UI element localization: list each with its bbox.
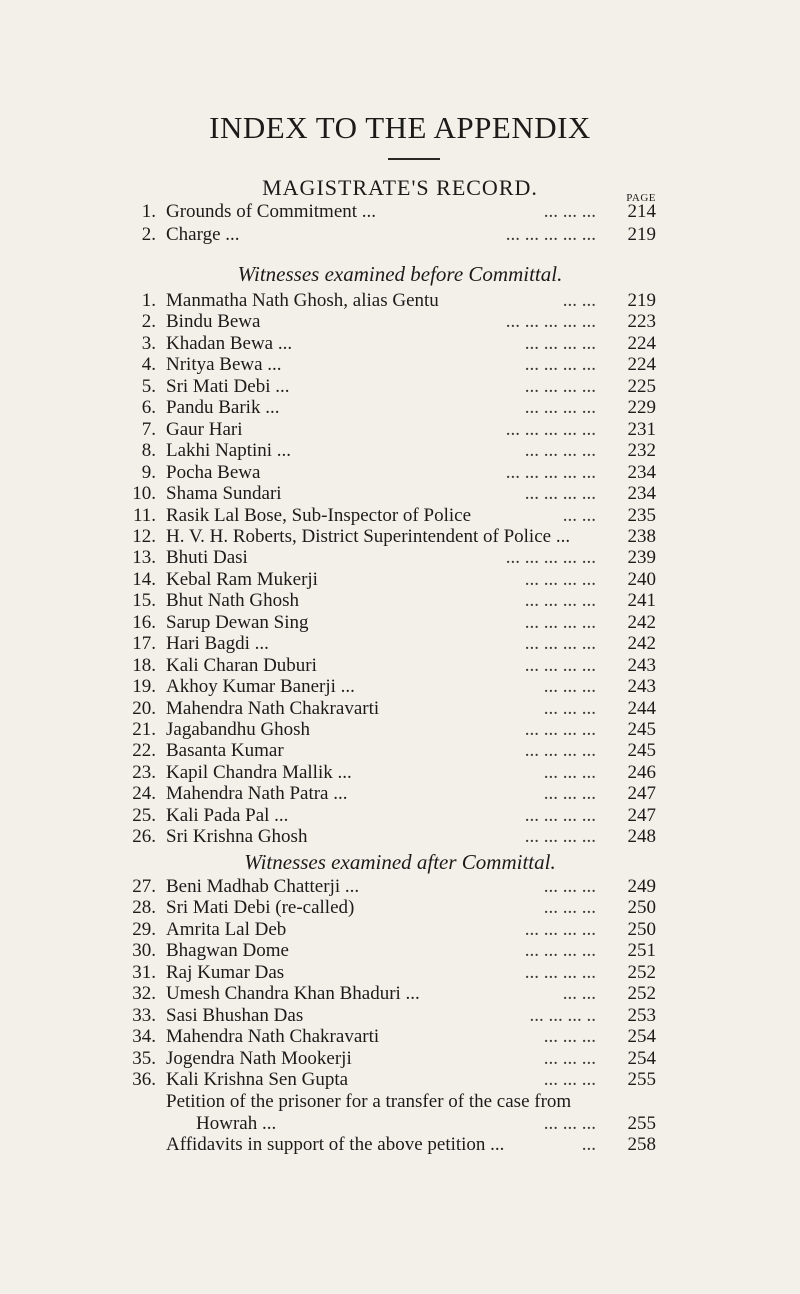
entry-name: Sarup Dewan Sing bbox=[166, 611, 309, 633]
entry-name: Kebal Ram Mukerji bbox=[166, 568, 318, 590]
index-entry bbox=[0, 483, 800, 505]
entry-leader-dots: ... ... ... ... bbox=[524, 611, 596, 633]
index-entry bbox=[0, 940, 800, 962]
entry-leader-dots: ... ... ... bbox=[543, 876, 596, 897]
affidavits-page: 258 bbox=[627, 1134, 656, 1155]
entry-leader-dots: ... ... bbox=[562, 504, 596, 526]
entry-number: 36. bbox=[132, 1069, 156, 1091]
entry-number: 11. bbox=[132, 504, 156, 526]
entry-name: Charge ... bbox=[166, 224, 240, 245]
affidavits-entry bbox=[0, 1134, 800, 1156]
entry-name: Manmatha Nath Ghosh, alias Gentu bbox=[166, 290, 439, 311]
entry-page: 219 bbox=[627, 224, 656, 245]
entry-number: 31. bbox=[132, 961, 156, 983]
entry-name: Mahendra Nath Patra ... bbox=[166, 783, 348, 805]
entry-number: 19. bbox=[132, 676, 156, 698]
entry-name: Basanta Kumar bbox=[166, 740, 284, 762]
entry-page: 231 bbox=[627, 418, 656, 440]
entry-page: 250 bbox=[627, 918, 656, 940]
entry-name: Mahendra Nath Chakravarti bbox=[166, 1026, 380, 1048]
index-entry bbox=[0, 676, 800, 698]
index-entry bbox=[0, 919, 800, 941]
entry-page: 250 bbox=[627, 897, 656, 919]
index-entry bbox=[0, 719, 800, 741]
entry-leader-dots: ... ... ... ... bbox=[524, 740, 596, 762]
index-entry bbox=[0, 440, 800, 462]
index-entry bbox=[0, 354, 800, 376]
entry-number: 34. bbox=[132, 1026, 156, 1048]
entry-number: 1. bbox=[141, 290, 156, 311]
entry-name: Kali Krishna Sen Gupta bbox=[166, 1069, 349, 1091]
entry-name: Jogendra Nath Mookerji bbox=[166, 1047, 352, 1069]
index-entry bbox=[0, 201, 800, 223]
index-entry bbox=[0, 224, 800, 246]
entry-leader-dots: ... ... ... ... bbox=[524, 332, 596, 354]
entry-name: Nritya Bewa ... bbox=[166, 354, 282, 376]
entry-leader-dots: ... ... ... ... bbox=[524, 354, 596, 376]
index-entry bbox=[0, 290, 800, 312]
entry-name: Khadan Bewa ... bbox=[166, 332, 293, 354]
entry-name: H. V. H. Roberts, District Superintendent of Police ... bbox=[166, 525, 571, 547]
entry-page: 225 bbox=[627, 375, 656, 397]
petition-entry-continued bbox=[0, 1113, 800, 1135]
index-entry bbox=[0, 962, 800, 984]
entry-name: Kapil Chandra Mallik ... bbox=[166, 761, 352, 783]
entry-page: 224 bbox=[627, 332, 656, 354]
entry-page: 251 bbox=[627, 940, 656, 962]
index-entry bbox=[0, 311, 800, 333]
entry-leader-dots: ... ... ... bbox=[543, 897, 596, 919]
index-entry bbox=[0, 740, 800, 762]
entry-number: 18. bbox=[132, 654, 156, 676]
entry-leader-dots: ... ... ... ... bbox=[524, 918, 596, 940]
entry-number: 12. bbox=[132, 525, 156, 547]
entry-name: Kali Pada Pal ... bbox=[166, 804, 289, 826]
entry-leader-dots: ... ... ... bbox=[543, 697, 596, 719]
entry-number: 27. bbox=[132, 876, 156, 897]
entry-leader-dots: ... ... ... ... bbox=[524, 397, 596, 419]
entry-leader-dots: ... ... ... ... bbox=[524, 590, 596, 612]
entry-name: Grounds of Commitment ... bbox=[166, 201, 377, 222]
entry-page: 245 bbox=[627, 719, 656, 740]
entry-page: 249 bbox=[627, 876, 656, 897]
section-heading: MAGISTRATE'S RECORD. bbox=[262, 175, 538, 200]
entry-page: 219 bbox=[627, 290, 656, 311]
entry-name: Sasi Bhushan Das bbox=[166, 1004, 304, 1026]
entry-name: Bindu Bewa bbox=[166, 311, 261, 333]
entry-number: 26. bbox=[132, 826, 156, 848]
entry-page: 241 bbox=[627, 590, 656, 612]
index-entry bbox=[0, 547, 800, 569]
entry-number: 2. bbox=[141, 311, 156, 333]
index-entry bbox=[0, 1005, 800, 1027]
entry-leader-dots: ... ... ... .. bbox=[529, 1004, 596, 1026]
entry-number: 16. bbox=[132, 611, 156, 633]
entry-name: Rasik Lal Bose, Sub-Inspector of Police bbox=[166, 504, 472, 526]
entry-name: Lakhi Naptini ... bbox=[166, 440, 292, 462]
entry-number: 21. bbox=[132, 719, 156, 740]
entry-number: 33. bbox=[132, 1004, 156, 1026]
index-entry bbox=[0, 376, 800, 398]
entry-leader-dots: ... ... ... ... bbox=[524, 826, 596, 848]
entry-name: Beni Madhab Chatterji ... bbox=[166, 876, 360, 897]
entry-number: 1. bbox=[141, 201, 156, 222]
entry-number: 3. bbox=[141, 332, 156, 354]
entry-page: 244 bbox=[627, 697, 656, 719]
entry-name: Pocha Bewa bbox=[166, 461, 261, 483]
entry-leader-dots: ... ... ... bbox=[543, 1026, 596, 1048]
entry-leader-dots: ... ... ... ... bbox=[524, 961, 596, 983]
index-entry bbox=[0, 762, 800, 784]
entry-number: 9. bbox=[141, 461, 156, 483]
entry-number: 22. bbox=[132, 740, 156, 762]
entry-leader-dots: ... ... ... ... bbox=[524, 654, 596, 676]
entry-leader-dots: ... ... bbox=[562, 290, 596, 311]
entry-leader-dots: ... ... ... bbox=[543, 1047, 596, 1069]
entry-number: 5. bbox=[141, 375, 156, 397]
entry-number: 14. bbox=[132, 568, 156, 590]
index-entry bbox=[0, 612, 800, 634]
entry-leader-dots: ... ... ... bbox=[543, 201, 596, 222]
index-entry bbox=[0, 333, 800, 355]
entry-leader-dots: ... ... ... ... ... bbox=[505, 547, 596, 569]
entry-page: 248 bbox=[627, 826, 656, 848]
entry-page: 232 bbox=[627, 440, 656, 462]
entry-leader-dots: ... ... ... ... bbox=[524, 940, 596, 962]
petition-entry bbox=[0, 1091, 800, 1113]
entry-name: Amrita Lal Deb bbox=[166, 918, 287, 940]
entry-leader-dots: ... ... ... ... bbox=[524, 633, 596, 655]
entry-leader-dots: ... ... ... ... bbox=[524, 719, 596, 740]
entry-number: 6. bbox=[141, 397, 156, 419]
entry-page: 254 bbox=[627, 1026, 656, 1048]
entry-number: 20. bbox=[132, 697, 156, 719]
subhead-before-committal: Witnesses examined before Committal. bbox=[237, 262, 563, 286]
entry-page: 234 bbox=[627, 483, 656, 505]
petition-text-line1: Petition of the prisoner for a transfer of the case from bbox=[166, 1091, 572, 1112]
subhead-after-committal: Witnesses examined after Committal. bbox=[244, 850, 556, 874]
entry-page: 229 bbox=[627, 397, 656, 419]
entry-page: 242 bbox=[627, 611, 656, 633]
entry-leader-dots: ... ... ... ... ... bbox=[505, 311, 596, 333]
entry-page: 214 bbox=[627, 201, 656, 222]
entry-page: 234 bbox=[627, 461, 656, 483]
entry-page: 252 bbox=[627, 983, 656, 1005]
entry-leader-dots: ... ... ... ... ... bbox=[505, 224, 596, 245]
entry-number: 35. bbox=[132, 1047, 156, 1069]
entry-number: 25. bbox=[132, 804, 156, 826]
entry-name: Mahendra Nath Chakravarti bbox=[166, 697, 380, 719]
entry-number: 7. bbox=[141, 418, 156, 440]
entry-leader-dots: ... ... ... bbox=[543, 761, 596, 783]
entry-name: Gaur Hari bbox=[166, 418, 243, 440]
entry-number: 4. bbox=[141, 354, 156, 376]
entry-page: 239 bbox=[627, 547, 656, 569]
entry-page: 238 bbox=[627, 525, 656, 547]
entry-number: 13. bbox=[132, 547, 156, 569]
index-entry bbox=[0, 397, 800, 419]
entry-leader-dots: ... ... ... ... bbox=[524, 483, 596, 505]
entry-name: Hari Bagdi ... bbox=[166, 633, 269, 655]
index-entry bbox=[0, 1026, 800, 1048]
index-entry bbox=[0, 590, 800, 612]
entry-number: 24. bbox=[132, 783, 156, 805]
entry-page: 247 bbox=[627, 804, 656, 826]
entry-leader-dots: ... ... ... ... bbox=[524, 440, 596, 462]
index-entry bbox=[0, 633, 800, 655]
index-entry bbox=[0, 826, 800, 848]
index-entry bbox=[0, 698, 800, 720]
entry-number: 17. bbox=[132, 633, 156, 655]
entry-name: Shama Sundari bbox=[166, 483, 282, 505]
entry-leader-dots: ... ... ... ... ... bbox=[505, 418, 596, 440]
index-entry bbox=[0, 1069, 800, 1091]
entry-page: 243 bbox=[627, 676, 656, 698]
index-entry bbox=[0, 1048, 800, 1070]
index-entry bbox=[0, 897, 800, 919]
entry-name: Sri Mati Debi (re-called) bbox=[166, 897, 355, 919]
petition-leader-dots: ... ... ... bbox=[543, 1113, 596, 1134]
title-rule bbox=[388, 158, 440, 160]
entry-leader-dots: ... ... bbox=[562, 983, 596, 1005]
entry-page: 242 bbox=[627, 633, 656, 655]
entry-page: 252 bbox=[627, 961, 656, 983]
affidavits-leader-dots: ... bbox=[581, 1134, 596, 1155]
entry-name: Umesh Chandra Khan Bhaduri ... bbox=[166, 983, 420, 1005]
entry-name: Bhagwan Dome bbox=[166, 940, 289, 962]
entry-page: 253 bbox=[627, 1004, 656, 1026]
petition-text-line2: Howrah ... bbox=[196, 1113, 277, 1134]
entry-page: 240 bbox=[627, 568, 656, 590]
entry-name: Pandu Barik ... bbox=[166, 397, 280, 419]
index-entry bbox=[0, 569, 800, 591]
entry-number: 23. bbox=[132, 761, 156, 783]
entry-number: 2. bbox=[141, 224, 156, 245]
entry-page: 245 bbox=[627, 740, 656, 762]
entry-name: Sri Krishna Ghosh bbox=[166, 826, 308, 848]
entry-number: 28. bbox=[132, 897, 156, 919]
entry-number: 15. bbox=[132, 590, 156, 612]
index-entry bbox=[0, 526, 800, 548]
entry-page: 247 bbox=[627, 783, 656, 805]
page-title: INDEX TO THE APPENDIX bbox=[209, 110, 591, 145]
page-column-label: PAGE bbox=[626, 192, 656, 204]
index-entry bbox=[0, 983, 800, 1005]
entry-name: Jagabandhu Ghosh bbox=[166, 719, 311, 740]
index-entry bbox=[0, 419, 800, 441]
entry-name: Bhuti Dasi bbox=[166, 547, 248, 569]
affidavits-text: Affidavits in support of the above petition ... bbox=[166, 1134, 505, 1155]
entry-leader-dots: ... ... ... bbox=[543, 783, 596, 805]
index-entry bbox=[0, 805, 800, 827]
entry-name: Akhoy Kumar Banerji ... bbox=[166, 676, 355, 698]
entry-name: Raj Kumar Das bbox=[166, 961, 285, 983]
entry-leader-dots: ... ... ... ... ... bbox=[505, 461, 596, 483]
entry-number: 8. bbox=[141, 440, 156, 462]
entry-leader-dots: ... ... ... bbox=[543, 676, 596, 698]
entry-leader-dots: ... ... ... ... bbox=[524, 804, 596, 826]
entry-number: 32. bbox=[132, 983, 156, 1005]
entry-page: 255 bbox=[627, 1069, 656, 1091]
index-entry bbox=[0, 876, 800, 898]
entry-number: 10. bbox=[132, 483, 156, 505]
entry-name: Kali Charan Duburi bbox=[166, 654, 317, 676]
entry-leader-dots: ... ... ... bbox=[543, 1069, 596, 1091]
petition-page: 255 bbox=[627, 1113, 656, 1134]
index-entry bbox=[0, 505, 800, 527]
entry-name: Bhut Nath Ghosh bbox=[166, 590, 299, 612]
entry-page: 235 bbox=[627, 504, 656, 526]
entry-page: 254 bbox=[627, 1047, 656, 1069]
index-entry bbox=[0, 462, 800, 484]
entry-page: 223 bbox=[627, 311, 656, 333]
entry-leader-dots: ... ... ... ... bbox=[524, 375, 596, 397]
entry-number: 30. bbox=[132, 940, 156, 962]
entry-number: 29. bbox=[132, 918, 156, 940]
entry-leader-dots: ... ... ... ... bbox=[524, 568, 596, 590]
entry-page: 246 bbox=[627, 761, 656, 783]
entry-page: 224 bbox=[627, 354, 656, 376]
entry-name: Sri Mati Debi ... bbox=[166, 375, 290, 397]
entry-page: 243 bbox=[627, 654, 656, 676]
index-entry bbox=[0, 783, 800, 805]
index-entry bbox=[0, 655, 800, 677]
